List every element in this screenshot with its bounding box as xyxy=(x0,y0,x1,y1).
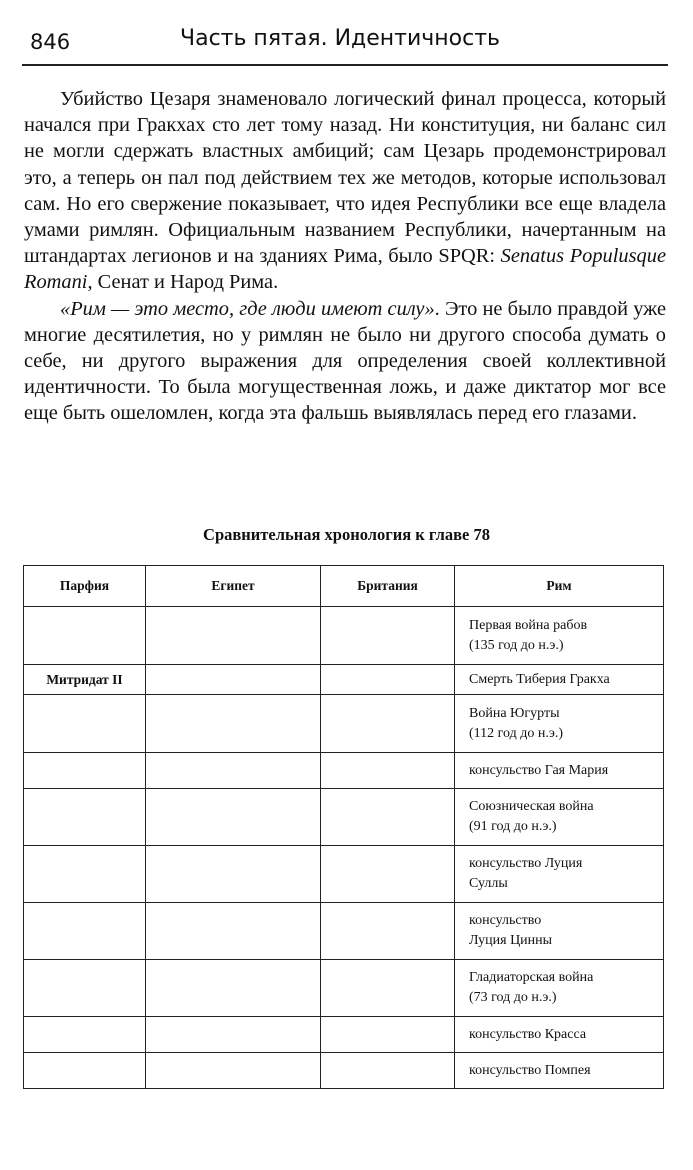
cell-parthia: Митридат II xyxy=(24,665,146,695)
cell-parthia xyxy=(24,607,146,665)
running-title: Часть пятая. Идентичность xyxy=(180,26,500,51)
cell-rome xyxy=(455,1017,664,1053)
table-row xyxy=(24,695,664,753)
cell-egypt xyxy=(146,903,321,960)
table-row xyxy=(24,607,664,665)
rome-event-line: (112 год до н.э.) xyxy=(469,725,564,741)
cell-britain xyxy=(321,753,455,789)
cell-parthia xyxy=(24,960,146,1017)
body-text xyxy=(24,86,666,427)
cell-britain xyxy=(321,695,455,753)
paragraph xyxy=(24,86,666,296)
rome-event-line: Суллы xyxy=(469,876,508,891)
table-header-row xyxy=(24,566,664,607)
rome-event-line: консульство Красса xyxy=(469,1026,587,1042)
column-header-britain: Британия xyxy=(321,566,455,607)
rome-event-line: Первая война рабов xyxy=(469,617,588,633)
cell-rome xyxy=(455,1053,664,1089)
latin-phrase: Senatus Populusque Romani xyxy=(24,245,666,294)
cell-britain xyxy=(321,903,455,960)
cell-parthia xyxy=(24,903,146,960)
cell-egypt xyxy=(146,1053,321,1089)
rome-event-line: Луция Цинны xyxy=(469,933,553,948)
chronology-table xyxy=(23,565,664,1089)
paragraph-tail: . Это не было правдой уже многие десятилетия, но у римлян не было ни другого способа думать о себе, ни другого выражения для определения своей коллективной идентичности. То была могущественная ложь, и даже диктатор мог все еще быть ошеломлен, когда эта фальшь выявлялась перед его глазами. xyxy=(24,297,666,425)
column-header-egypt: Египет xyxy=(146,566,321,607)
rome-event-line: Смерть Тиберия Гракха xyxy=(469,671,610,687)
cell-parthia xyxy=(24,789,146,846)
table-row xyxy=(24,903,664,960)
paragraph-text: Убийство Цезаря знаменовало логический финал процесса, который начался при Гракхах сто лет тому назад. Ни конституция, ни баланс сил не могли сдержать властных амбиций; сам Цезарь продемонстрировал это, а теперь он пал под действием тех же методов, которые использовал сам. Но его свержение показывает, что идея Республики все еще владела умами римлян. Официальным названием Республики, начертанным на штандартах легионов и на зданиях Рима, было SPQR: xyxy=(24,88,666,268)
column-header-parthia: Парфия xyxy=(24,566,146,607)
cell-rome xyxy=(455,960,664,1017)
rome-event-line: (91 год до н.э.) xyxy=(469,819,557,834)
paragraph-tail: , Сенат и Народ Рима. xyxy=(87,271,279,294)
cell-britain xyxy=(321,960,455,1017)
table-row xyxy=(24,665,664,695)
cell-britain xyxy=(321,846,455,903)
table-caption: Сравнительная хронология к главе 78 xyxy=(203,525,490,544)
column-header-rome: Рим xyxy=(455,566,664,607)
cell-britain xyxy=(321,607,455,665)
cell-rome xyxy=(455,903,664,960)
rome-event-line: консульство Помпея xyxy=(469,1062,591,1078)
rome-event-line: консульство xyxy=(469,913,542,928)
cell-egypt xyxy=(146,789,321,846)
cell-parthia xyxy=(24,846,146,903)
paragraph xyxy=(24,296,666,427)
table-row xyxy=(24,1053,664,1089)
cell-parthia xyxy=(24,1053,146,1089)
cell-parthia xyxy=(24,753,146,789)
table-row xyxy=(24,789,664,846)
rome-event-line: консульство Гая Мария xyxy=(469,762,609,778)
cell-parthia xyxy=(24,1017,146,1053)
cell-egypt xyxy=(146,695,321,753)
cell-britain xyxy=(321,789,455,846)
rome-event-line: Союзническая война xyxy=(469,799,594,814)
rome-event-line: консульство Луция xyxy=(469,856,583,871)
table-row xyxy=(24,960,664,1017)
cell-britain xyxy=(321,1017,455,1053)
rome-event-line: Война Югурты xyxy=(469,705,560,721)
cell-egypt xyxy=(146,753,321,789)
cell-rome xyxy=(455,753,664,789)
cell-rome xyxy=(455,665,664,695)
page-number: 846 xyxy=(30,30,71,54)
page-header xyxy=(22,24,668,66)
cell-rome xyxy=(455,846,664,903)
cell-britain xyxy=(321,1053,455,1089)
table-row xyxy=(24,753,664,789)
cell-britain xyxy=(321,665,455,695)
rome-event-line: (73 год до н.э.) xyxy=(469,990,557,1005)
cell-egypt xyxy=(146,607,321,665)
table-row xyxy=(24,1017,664,1053)
cell-rome xyxy=(455,607,664,665)
table-row xyxy=(24,846,664,903)
cell-rome xyxy=(455,789,664,846)
cell-egypt xyxy=(146,960,321,1017)
rome-event-line: (135 год до н.э.) xyxy=(469,637,564,653)
cell-parthia xyxy=(24,695,146,753)
cell-egypt xyxy=(146,665,321,695)
quote: «Рим — это место, где люди имеют силу» xyxy=(60,297,435,320)
cell-egypt xyxy=(146,846,321,903)
cell-egypt xyxy=(146,1017,321,1053)
cell-rome xyxy=(455,695,664,753)
rome-event-line: Гладиаторская война xyxy=(469,970,594,985)
